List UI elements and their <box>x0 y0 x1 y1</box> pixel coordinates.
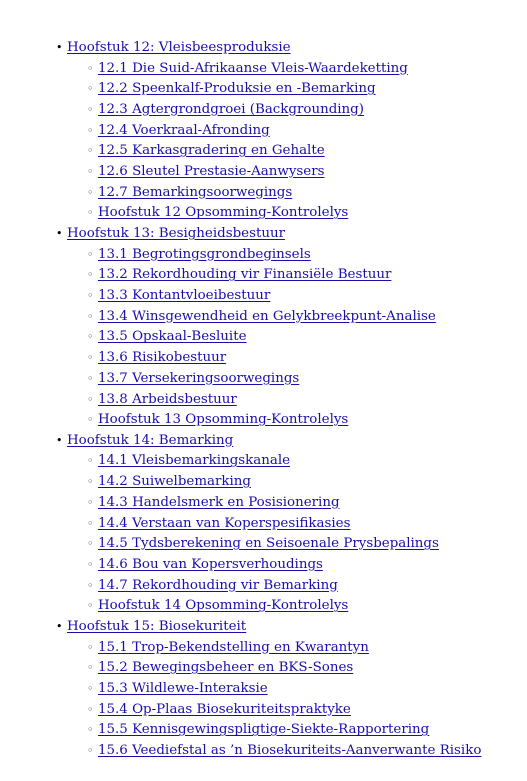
circle-bullet-icon: ◦ <box>87 392 94 406</box>
section-link[interactable]: 15.3 Wildlewe-Interaksie <box>98 680 268 696</box>
circle-bullet-icon: ◦ <box>87 351 94 365</box>
section-link[interactable]: 15.2 Bewegingsbeheer en BKS-Sones <box>98 660 354 676</box>
section-link[interactable]: 15.1 Trop-Bekendstelling en Kwarantyn <box>98 639 369 655</box>
section-link[interactable]: 13.1 Begrotingsgrondbeginsels <box>98 246 311 262</box>
circle-bullet-icon: ◦ <box>87 185 94 199</box>
section-item <box>67 286 481 307</box>
section-link[interactable]: 14.7 Rekordhouding vir Bemarking <box>98 577 338 593</box>
section-item <box>67 79 481 100</box>
section-item <box>67 100 481 121</box>
section-item <box>67 576 481 597</box>
section-link[interactable]: 13.3 Kontantvloeibestuur <box>98 288 271 304</box>
section-item <box>67 514 481 535</box>
section-link[interactable]: 15.6 Veediefstal as ’n Biosekuriteits-Aanverwante Risiko <box>98 743 482 759</box>
section-link[interactable]: 14.6 Bou van Kopersverhoudings <box>98 556 323 572</box>
section-link[interactable]: 14.2 Suiwelbemarking <box>98 474 251 490</box>
section-item <box>67 203 481 224</box>
circle-bullet-icon: ◦ <box>87 371 94 385</box>
circle-bullet-icon: ◦ <box>87 557 94 571</box>
section-link[interactable]: 12.2 Speenkalf-Produksie en -Bemarking <box>98 81 376 97</box>
circle-bullet-icon: ◦ <box>87 268 94 282</box>
section-link[interactable]: 15.4 Op-Plaas Biosekuriteitspraktyke <box>98 701 351 717</box>
circle-bullet-icon: ◦ <box>87 123 94 137</box>
circle-bullet-icon: ◦ <box>87 165 94 179</box>
section-link[interactable]: 12.1 Die Suid-Afrikaanse Vleis-Waardeketting <box>98 60 408 76</box>
section-link[interactable]: 14.5 Tydsberekening en Seisoenale Prysbepalings <box>98 536 439 552</box>
circle-bullet-icon: ◦ <box>87 681 94 695</box>
circle-bullet-icon: ◦ <box>87 661 94 675</box>
summary-checklist-link[interactable]: Hoofstuk 14 Opsomming-Kontrolelys <box>98 598 349 614</box>
circle-bullet-icon: ◦ <box>87 702 94 716</box>
section-item <box>67 472 481 493</box>
circle-bullet-icon: ◦ <box>87 61 94 75</box>
section-link[interactable]: 14.1 Vleisbemarkingskanale <box>98 453 291 469</box>
circle-bullet-icon: ◦ <box>87 599 94 613</box>
section-item <box>67 390 481 411</box>
disc-bullet-icon: • <box>56 620 63 634</box>
chapter-link[interactable]: Hoofstuk 15: Biosekuriteit <box>67 619 247 635</box>
circle-bullet-icon: ◦ <box>87 330 94 344</box>
section-item <box>67 700 481 721</box>
section-item <box>67 245 481 266</box>
chapter-item <box>0 224 481 431</box>
summary-checklist-link[interactable]: Hoofstuk 12 Opsomming-Kontrolelys <box>98 205 349 221</box>
circle-bullet-icon: ◦ <box>87 102 94 116</box>
section-item <box>67 59 481 80</box>
section-item <box>67 741 481 762</box>
circle-bullet-icon: ◦ <box>87 144 94 158</box>
chapter-link[interactable]: Hoofstuk 13: Besigheidsbestuur <box>67 226 285 242</box>
section-item <box>67 638 481 659</box>
circle-bullet-icon: ◦ <box>87 537 94 551</box>
section-link[interactable]: 12.3 Agtergrondgroei (Backgrounding) <box>98 101 364 117</box>
chapter-link[interactable]: Hoofstuk 14: Bemarking <box>67 432 234 448</box>
table-of-contents <box>0 38 481 762</box>
circle-bullet-icon: ◦ <box>87 516 94 530</box>
section-link[interactable]: 13.4 Winsgewendheid en Gelykbreekpunt-Analise <box>98 308 436 324</box>
disc-bullet-icon: • <box>56 41 63 54</box>
section-list <box>67 59 481 225</box>
section-link[interactable]: 14.3 Handelsmerk en Posisionering <box>98 494 340 510</box>
circle-bullet-icon: ◦ <box>87 640 94 654</box>
section-link[interactable]: 13.2 Rekordhouding vir Finansiële Bestuur <box>98 267 392 283</box>
section-item <box>67 451 481 472</box>
section-link[interactable]: 12.6 Sleutel Prestasie-Aanwysers <box>98 164 325 180</box>
section-item <box>67 307 481 328</box>
section-link[interactable]: 14.4 Verstaan van Koperspesifikasies <box>98 515 351 531</box>
section-item <box>67 348 481 369</box>
section-link[interactable]: 13.8 Arbeidsbestuur <box>98 391 237 407</box>
section-item <box>67 410 481 431</box>
circle-bullet-icon: ◦ <box>87 454 94 468</box>
section-link[interactable]: 12.4 Voerkraal-Afronding <box>98 122 270 138</box>
circle-bullet-icon: ◦ <box>87 578 94 592</box>
section-item <box>67 183 481 204</box>
section-link[interactable]: 13.6 Risikobestuur <box>98 350 227 366</box>
section-link[interactable]: 12.5 Karkasgradering en Gehalte <box>98 143 325 159</box>
circle-bullet-icon: ◦ <box>87 82 94 96</box>
section-item <box>67 720 481 741</box>
section-link[interactable]: 13.5 Opskaal-Besluite <box>98 329 247 345</box>
section-list <box>67 451 481 617</box>
section-item <box>67 555 481 576</box>
section-item <box>67 493 481 514</box>
summary-checklist-link[interactable]: Hoofstuk 13 Opsomming-Kontrolelys <box>98 412 349 428</box>
section-item <box>67 327 481 348</box>
section-link[interactable]: 13.7 Versekeringsoorwegings <box>98 370 300 386</box>
circle-bullet-icon: ◦ <box>87 206 94 220</box>
circle-bullet-icon: ◦ <box>87 289 94 303</box>
disc-bullet-icon: • <box>56 227 63 241</box>
circle-bullet-icon: ◦ <box>87 475 94 489</box>
circle-bullet-icon: ◦ <box>87 744 94 758</box>
circle-bullet-icon: ◦ <box>87 723 94 737</box>
chapter-link[interactable]: Hoofstuk 12: Vleisbeesproduksie <box>67 40 291 55</box>
disc-bullet-icon: • <box>56 433 63 447</box>
section-item <box>67 596 481 617</box>
section-link[interactable]: 15.5 Kennisgewingspligtige-Siekte-Rapportering <box>98 722 430 738</box>
section-link[interactable]: 12.7 Bemarkingsoorwegings <box>98 184 293 200</box>
section-item <box>67 679 481 700</box>
section-item <box>67 534 481 555</box>
circle-bullet-icon: ◦ <box>87 309 94 323</box>
circle-bullet-icon: ◦ <box>87 247 94 261</box>
section-item <box>67 369 481 390</box>
section-item <box>67 265 481 286</box>
section-list <box>67 245 481 431</box>
section-item <box>67 121 481 142</box>
section-item <box>67 658 481 679</box>
chapter-item <box>0 431 481 617</box>
circle-bullet-icon: ◦ <box>87 413 94 427</box>
chapter-item <box>0 617 481 762</box>
section-item <box>67 162 481 183</box>
section-list <box>67 638 481 762</box>
section-item <box>67 141 481 162</box>
chapter-item <box>0 38 481 224</box>
circle-bullet-icon: ◦ <box>87 495 94 509</box>
